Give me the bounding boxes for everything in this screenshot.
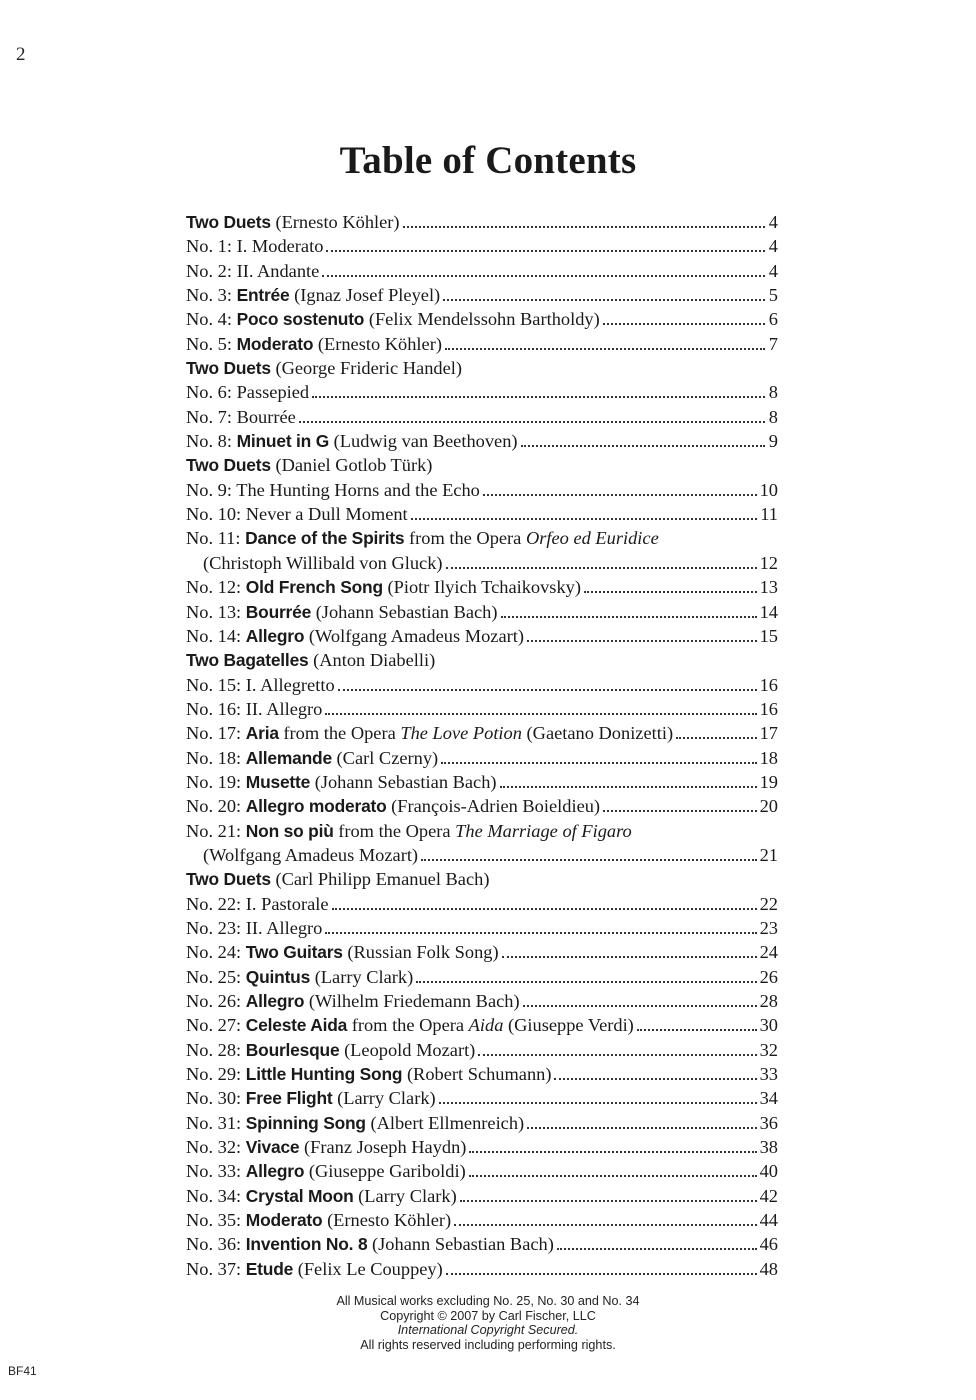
toc-page-number: 42 <box>759 1185 778 1206</box>
toc-entry-prefix: No. 28: <box>186 1039 246 1060</box>
toc-page-number: 8 <box>768 382 778 403</box>
toc-entry-text <box>186 746 438 770</box>
toc-entry-prefix: No. 23: II. Allegro <box>186 917 323 938</box>
toc-page-number: 4 <box>768 212 778 232</box>
toc-opera-title: Orfeo ed Euridice <box>525 528 659 549</box>
toc-entry-text <box>186 551 443 575</box>
toc-piece-title: Two Duets <box>186 455 271 476</box>
toc-piece-title: Minuet in G <box>236 431 330 452</box>
dot-leader <box>469 1175 757 1177</box>
product-code: BF41 <box>8 1364 37 1378</box>
toc-composer: (Gaetano Donizetti) <box>521 723 674 744</box>
toc-composer: (Felix Le Couppey) <box>297 1258 443 1279</box>
toc-entry-prefix: No. 5: <box>186 333 237 354</box>
toc-page-number: 14 <box>759 601 778 622</box>
dot-leader <box>441 762 756 764</box>
toc-entry-prefix: No. 4: <box>186 309 237 330</box>
dot-leader <box>478 1054 756 1056</box>
toc-composer: (Robert Schumann) <box>406 1064 552 1085</box>
toc-composer: (Felix Mendelssohn Bartholdy) <box>368 309 600 330</box>
toc-entry-text <box>186 453 432 477</box>
dot-leader <box>416 981 756 983</box>
toc-entry-text <box>186 1062 551 1086</box>
toc-entry-row <box>186 1257 778 1281</box>
toc-page-number: 40 <box>759 1161 778 1182</box>
dot-leader <box>554 1078 756 1080</box>
toc-entry-row <box>186 916 778 940</box>
toc-composer: (Leopold Mozart) <box>344 1039 476 1060</box>
toc-page-number: 4 <box>768 260 778 281</box>
toc-entry-prefix: No. 13: <box>186 601 246 622</box>
toc-entry-row <box>186 965 778 989</box>
toc-page-number: 30 <box>759 1015 778 1036</box>
toc-entry-text <box>186 1135 466 1159</box>
toc-entry-prefix: No. 11: <box>186 528 246 549</box>
dot-leader <box>500 786 757 788</box>
toc-piece-title: Moderato <box>245 1210 323 1231</box>
toc-entry-text <box>186 210 400 234</box>
toc-entry-row <box>186 746 778 770</box>
toc-piece-title: Crystal Moon <box>245 1185 354 1206</box>
toc-entry-text <box>186 307 600 331</box>
toc-entry-text <box>186 673 335 697</box>
toc-page-number: 22 <box>759 893 778 914</box>
toc-composer: (Wilhelm Friedemann Bach) <box>308 991 520 1011</box>
toc-entry-connector: from the Opera <box>404 528 526 549</box>
toc-entry-text <box>186 575 581 599</box>
toc-page-number: 48 <box>759 1258 778 1279</box>
dot-leader <box>299 421 765 423</box>
dot-leader <box>469 1151 756 1153</box>
toc-page-number: 44 <box>759 1210 778 1231</box>
toc-page-number: 16 <box>759 674 778 695</box>
toc-entry-row <box>186 575 778 599</box>
toc-entry-text <box>186 526 659 550</box>
toc-page-number: 7 <box>768 333 778 354</box>
toc-entry-prefix: No. 37: <box>186 1258 246 1279</box>
toc-entry-text <box>186 624 524 648</box>
toc-page-number: 13 <box>759 577 778 598</box>
footer-line-4: All rights reserved including performing rights. <box>360 1337 616 1352</box>
toc-entry-prefix: No. 19: <box>186 771 246 792</box>
toc-entry-prefix: No. 21: <box>186 820 246 841</box>
toc-entry-text <box>186 259 319 283</box>
toc-entry-row <box>186 234 778 258</box>
toc-entry-text <box>186 1111 524 1135</box>
toc-entry-text <box>186 405 296 429</box>
toc-page-number: 28 <box>759 991 778 1011</box>
toc-entry-text <box>186 1208 451 1232</box>
dot-leader <box>521 445 765 447</box>
toc-composer: (Anton Diabelli) <box>313 650 436 671</box>
toc-entry-row <box>186 624 778 648</box>
dot-leader <box>325 713 756 715</box>
toc-entry-text <box>186 989 520 1013</box>
toc-piece-title: Allegro <box>245 1161 305 1182</box>
toc-entry-row <box>186 1232 778 1256</box>
toc-piece-title: Two Duets <box>186 869 271 890</box>
dot-leader <box>603 323 765 325</box>
page-title: Table of Contents <box>339 139 637 182</box>
toc-entry-connector: from the Opera <box>347 1015 469 1036</box>
toc-entry-row <box>186 502 778 526</box>
toc-entry-prefix: No. 1: I. Moderato <box>186 236 324 257</box>
toc-entry-prefix: No. 27: <box>186 1015 246 1036</box>
dot-leader <box>446 1273 757 1275</box>
dot-leader <box>637 1029 757 1031</box>
toc-entry-prefix: No. 14: <box>186 625 246 646</box>
toc-page-number: 10 <box>759 479 778 500</box>
toc-entry-text <box>186 1013 634 1037</box>
toc-page-number: 12 <box>759 552 778 573</box>
toc-composer: (Carl Czerny) <box>336 747 439 768</box>
dot-leader <box>332 908 757 910</box>
toc-entry-row <box>186 940 778 964</box>
toc-entry-text <box>186 965 413 989</box>
toc-heading-row <box>186 526 778 550</box>
toc-entry-row <box>186 1184 778 1208</box>
dot-leader <box>676 737 757 739</box>
toc-entry-row <box>186 697 778 721</box>
dot-leader <box>411 518 758 520</box>
toc-piece-title: Bourrée <box>245 601 312 622</box>
toc-entry-prefix: No. 7: Bourrée <box>186 406 296 427</box>
table-of-contents <box>186 210 778 1281</box>
toc-page-number: 46 <box>759 1234 778 1255</box>
toc-continuation-row <box>186 843 778 867</box>
toc-page-number: 15 <box>759 625 778 646</box>
toc-piece-title: Aria <box>245 723 279 744</box>
toc-entry-row <box>186 1038 778 1062</box>
toc-entry-prefix: No. 16: II. Allegro <box>186 698 323 719</box>
toc-page-number: 18 <box>759 747 778 768</box>
footer-line-3: International Copyright Secured. <box>397 1323 579 1337</box>
toc-entry-text <box>186 380 309 404</box>
toc-piece-title: Non so più <box>245 820 334 841</box>
toc-entry-connector: from the Opera <box>278 723 401 744</box>
toc-piece-title: Poco sostenuto <box>236 309 365 330</box>
toc-piece-title: Two Duets <box>186 358 271 379</box>
dot-leader <box>338 689 757 691</box>
toc-piece-title: Spinning Song <box>245 1112 366 1133</box>
toc-composer: (Larry Clark) <box>337 1088 436 1109</box>
dot-leader <box>460 1200 757 1202</box>
toc-entry-text <box>186 721 673 745</box>
toc-page-number: 24 <box>759 942 778 963</box>
dot-leader <box>454 1224 756 1226</box>
toc-entry-row <box>186 332 778 356</box>
toc-entry-text <box>186 1159 466 1183</box>
toc-entry-prefix: (Wolfgang Amadeus Mozart) <box>203 844 419 865</box>
toc-entry-row <box>186 1111 778 1135</box>
toc-piece-title: Dance of the Spirits <box>245 528 405 549</box>
toc-entry-text <box>186 1086 436 1110</box>
toc-entry-row <box>186 307 778 331</box>
toc-entry-row <box>186 259 778 283</box>
toc-entry-text <box>186 794 600 818</box>
footer-line-2: Copyright © 2007 by Carl Fischer, LLC <box>380 1308 596 1323</box>
toc-entry-prefix: No. 32: <box>186 1137 246 1158</box>
toc-composer: (Russian Folk Song) <box>347 942 499 963</box>
toc-entry-row <box>186 283 778 307</box>
toc-composer: (Ernesto Köhler) <box>327 1210 452 1231</box>
toc-composer: (George Frideric Handel) <box>275 358 463 379</box>
dot-leader <box>312 396 765 398</box>
toc-piece-title: Invention No. 8 <box>245 1234 368 1255</box>
toc-page-number: 8 <box>768 406 778 427</box>
toc-entry-row <box>186 1159 778 1183</box>
toc-composer: (Larry Clark) <box>314 966 414 987</box>
toc-heading-row <box>186 819 778 843</box>
toc-composer: (Albert Ellmenreich) <box>370 1112 525 1133</box>
toc-entry-text <box>186 234 323 258</box>
footer-line-1: All Musical works excluding No. 25, No. 30 and No. 34 <box>336 1294 640 1308</box>
toc-entry-text <box>186 940 499 964</box>
toc-entry-prefix: No. 26: <box>186 991 246 1011</box>
toc-composer: (Ludwig van Beethoven) <box>333 431 518 452</box>
dot-leader <box>446 567 757 569</box>
dot-leader <box>322 275 765 277</box>
toc-entry-prefix: No. 12: <box>186 577 246 598</box>
toc-composer: (Ernesto Köhler) <box>317 333 442 354</box>
toc-composer: (Larry Clark) <box>358 1185 457 1206</box>
toc-entry-prefix: No. 30: <box>186 1088 246 1109</box>
toc-composer: (Daniel Gotlob Türk) <box>275 455 433 476</box>
toc-page-number: 32 <box>759 1039 778 1060</box>
toc-opera-title: The Love Potion <box>400 723 522 744</box>
dot-leader <box>439 1102 757 1104</box>
toc-entry-row <box>186 380 778 404</box>
dot-leader <box>557 1248 757 1250</box>
toc-piece-title: Allemande <box>245 747 332 768</box>
toc-entry-text <box>186 1038 475 1062</box>
toc-entry-prefix: No. 20: <box>186 796 246 817</box>
toc-entry-row <box>186 1013 778 1037</box>
toc-composer: (Johann Sebastian Bach) <box>372 1234 554 1255</box>
toc-piece-title: Free Flight <box>245 1088 333 1109</box>
dot-leader <box>326 250 765 252</box>
toc-entry-row <box>186 794 778 818</box>
toc-piece-title: Two Bagatelles <box>186 650 309 671</box>
toc-page-number: 11 <box>760 504 778 525</box>
toc-composer: (Franz Joseph Haydn) <box>304 1137 467 1158</box>
toc-composer: (Ernesto Köhler) <box>275 212 400 232</box>
toc-piece-title: Quintus <box>245 966 311 987</box>
toc-composer: (Giuseppe Verdi) <box>503 1015 634 1036</box>
toc-entry-prefix: No. 34: <box>186 1185 246 1206</box>
toc-entry-prefix: No. 22: I. Pastorale <box>186 893 329 914</box>
toc-piece-title: Allegro <box>245 625 305 646</box>
toc-piece-title: Entrée <box>236 285 290 306</box>
toc-entry-text <box>186 843 418 867</box>
toc-piece-title: Moderato <box>236 333 314 354</box>
toc-page-number: 5 <box>768 285 778 306</box>
page-number: 2 <box>16 44 26 65</box>
dot-leader <box>445 348 765 350</box>
toc-entry-text <box>186 600 498 624</box>
toc-page-number: 17 <box>759 723 778 744</box>
toc-entry-text <box>186 1184 457 1208</box>
toc-piece-title: Little Hunting Song <box>245 1064 403 1085</box>
toc-entry-prefix: No. 33: <box>186 1161 246 1182</box>
toc-entry-prefix: No. 2: II. Andante <box>186 260 320 281</box>
toc-page-number: 9 <box>768 431 778 452</box>
toc-page-number: 34 <box>759 1088 778 1109</box>
dot-leader <box>523 1005 757 1007</box>
toc-piece-title: Etude <box>245 1258 294 1279</box>
toc-entry-text <box>186 478 480 502</box>
toc-composer: (Johann Sebastian Bach) <box>315 601 498 622</box>
toc-page-number: 6 <box>768 309 778 330</box>
toc-entry-prefix: No. 18: <box>186 747 246 768</box>
toc-composer: (Ignaz Josef Pleyel) <box>294 285 441 306</box>
toc-page-number: 20 <box>759 796 778 817</box>
toc-composer: (Giuseppe Gariboldi) <box>308 1161 466 1182</box>
dot-leader <box>584 591 757 593</box>
toc-piece-title: Old French Song <box>245 577 383 598</box>
toc-entry-row <box>186 429 778 453</box>
toc-entry-text <box>186 867 489 891</box>
toc-entry-prefix: No. 25: <box>186 966 246 987</box>
toc-entry-text <box>186 332 442 356</box>
dot-leader <box>501 616 757 618</box>
toc-piece-title: Vivace <box>245 1137 300 1158</box>
toc-piece-title: Bourlesque <box>245 1039 340 1060</box>
toc-piece-title: Allegro <box>245 991 305 1011</box>
dot-leader <box>421 859 757 861</box>
toc-page-number: 36 <box>759 1112 778 1133</box>
toc-entry-prefix: No. 17: <box>186 723 246 744</box>
toc-page-number: 23 <box>759 917 778 938</box>
toc-entry-text <box>186 356 462 380</box>
toc-entry-prefix: No. 29: <box>186 1064 246 1085</box>
dot-leader <box>325 932 756 934</box>
toc-entry-row <box>186 405 778 429</box>
toc-entry-text <box>186 770 497 794</box>
toc-entry-text <box>186 283 440 307</box>
toc-entry-text <box>186 892 329 916</box>
toc-entry-prefix: No. 15: I. Allegretto <box>186 674 335 695</box>
toc-composer: (François-Adrien Boieldieu) <box>391 796 601 817</box>
toc-page-number: 19 <box>759 771 778 792</box>
toc-entry-text <box>186 916 322 940</box>
toc-entry-row <box>186 989 778 1013</box>
toc-composer: (Wolfgang Amadeus Mozart) <box>308 625 524 646</box>
toc-opera-title: Aida <box>468 1015 504 1036</box>
toc-entry-prefix: No. 8: <box>186 431 237 452</box>
toc-entry-row <box>186 721 778 745</box>
toc-piece-title: Two Duets <box>186 212 271 232</box>
toc-opera-title: The Marriage of Figaro <box>455 820 632 841</box>
dot-leader <box>603 810 757 812</box>
dot-leader <box>443 299 765 301</box>
dot-leader <box>502 956 757 958</box>
toc-entry-text <box>186 1257 443 1281</box>
toc-entry-row <box>186 673 778 697</box>
toc-piece-title: Two Guitars <box>245 942 343 963</box>
toc-heading-row <box>186 867 778 891</box>
toc-entry-prefix: No. 9: The Hunting Horns and the Echo <box>186 479 480 500</box>
toc-entry-row <box>186 770 778 794</box>
dot-leader <box>527 640 757 642</box>
toc-composer: (Piotr Ilyich Tchaikovsky) <box>387 577 581 598</box>
toc-page-number: 21 <box>759 844 778 865</box>
toc-entry-row <box>186 1208 778 1232</box>
toc-heading-row <box>186 210 778 234</box>
dot-leader <box>527 1127 756 1129</box>
toc-entry-text <box>186 819 632 843</box>
toc-page-number: 16 <box>759 698 778 719</box>
toc-entry-prefix: No. 24: <box>186 942 246 963</box>
toc-entry-prefix: No. 31: <box>186 1112 246 1133</box>
toc-entry-prefix: No. 36: <box>186 1234 246 1255</box>
toc-entry-text <box>186 697 322 721</box>
toc-entry-text <box>186 648 435 672</box>
toc-page-number: 38 <box>759 1137 778 1158</box>
toc-continuation-row <box>186 551 778 575</box>
toc-entry-prefix: No. 35: <box>186 1210 246 1231</box>
toc-page-number: 26 <box>759 966 778 987</box>
toc-entry-row <box>186 1086 778 1110</box>
toc-heading-row <box>186 453 778 477</box>
toc-entry-row <box>186 478 778 502</box>
toc-entry-text <box>186 502 408 526</box>
copyright-footer <box>0 1294 976 1352</box>
toc-entry-prefix: No. 10: Never a Dull Moment <box>186 504 408 525</box>
toc-entry-prefix: No. 6: Passepied <box>186 382 310 403</box>
toc-page-number: 4 <box>768 236 778 257</box>
toc-entry-connector: from the Opera <box>333 820 456 841</box>
toc-entry-prefix: (Christoph Willibald von Gluck) <box>203 552 443 573</box>
toc-entry-row <box>186 1062 778 1086</box>
toc-heading-row <box>186 648 778 672</box>
toc-entry-text <box>186 429 518 453</box>
toc-composer: (Johann Sebastian Bach) <box>314 771 497 792</box>
toc-entry-row <box>186 600 778 624</box>
dot-leader <box>403 226 765 228</box>
toc-piece-title: Allegro moderato <box>245 796 387 817</box>
toc-entry-row <box>186 892 778 916</box>
toc-piece-title: Celeste Aida <box>245 1015 348 1036</box>
toc-composer: (Carl Philipp Emanuel Bach) <box>275 869 490 890</box>
dot-leader <box>483 494 757 496</box>
toc-entry-row <box>186 1135 778 1159</box>
toc-page-number: 33 <box>759 1064 778 1085</box>
toc-entry-prefix: No. 3: <box>186 285 237 306</box>
toc-heading-row <box>186 356 778 380</box>
toc-entry-text <box>186 1232 554 1256</box>
toc-piece-title: Musette <box>245 771 311 792</box>
